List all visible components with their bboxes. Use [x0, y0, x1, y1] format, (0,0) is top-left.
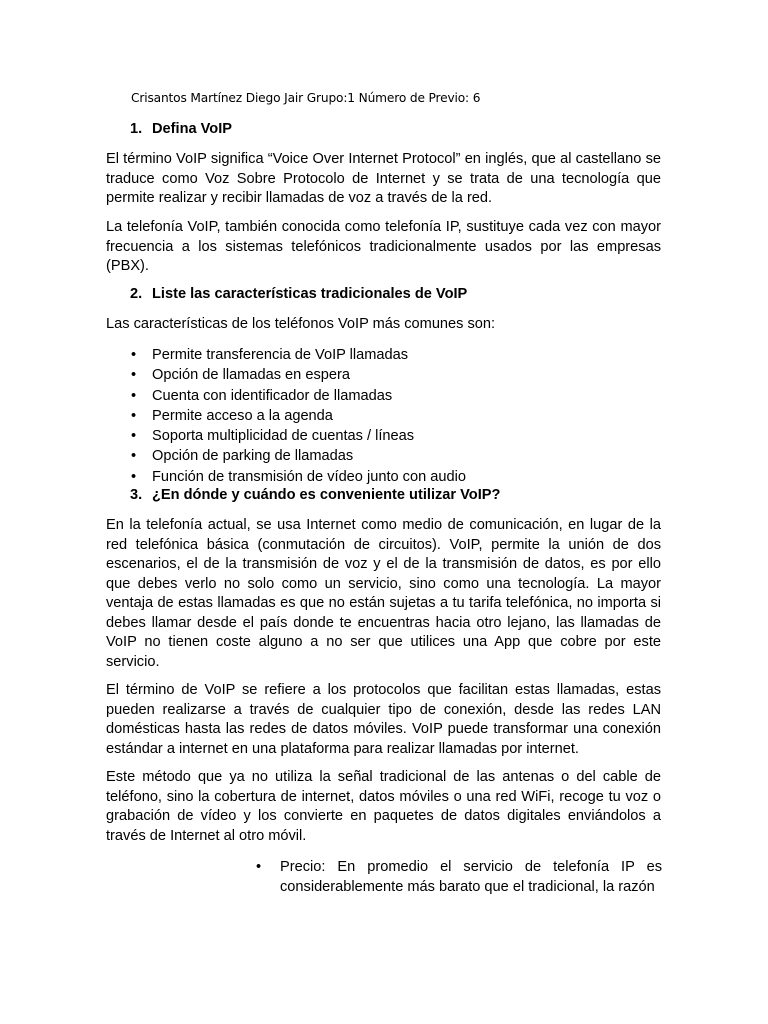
- question-3-heading: [130, 487, 500, 503]
- bullet-icon: •: [131, 428, 137, 445]
- bullet-icon: •: [131, 367, 137, 384]
- paragraph-1: El término VoIP significa “Voice Over Internet Protocol” en inglés, que al castellano se traduce como Voz Sobre Protocolo de Internet y se trata de una tecnología que permite realizar y recibir llamadas de voz a través de la red.: [106, 151, 661, 206]
- question-2-title: Liste las características tradicionales de VoIP: [152, 286, 468, 302]
- list-item: • Opción de parking de llamadas: [106, 446, 466, 466]
- paragraph-2: La telefonía VoIP, también conocida como telefonía IP, sustituye cada vez con mayor frecuencia a los sistemas telefónicos tradicionalmente usados por las empresas (PBX).: [106, 219, 661, 274]
- price-bullet-text: Precio: En promedio el servicio de telefonía IP es considerablemente más barato que el tradicional, la razón: [280, 859, 662, 895]
- question-1-title: Defina VoIP: [152, 121, 233, 137]
- list-item: • Permite transferencia de VoIP llamadas: [106, 345, 466, 365]
- bullet-icon: •: [131, 448, 137, 465]
- list-item: • Soporta multiplicidad de cuentas / líneas: [106, 426, 466, 446]
- paragraph-4: En la telefonía actual, se usa Internet como medio de comunicación, en lugar de la red telefónica básica (conmutación de circuitos). VoIP, permite la unión de dos escenarios, el de la transmisión de voz y el de la transmisión de datos, es por ello que debes verlo no solo como un servicio, sino como una tecnología. La mayor ventaja de estas llamadas es que no están sujetas a tu tarifa telefónica, no importa si debes llamar desde el país donde te encuentras hacia otro lejano, las llamadas de VoIP no tienen coste alguno a no ser que utilices una App que cobre por este servicio.: [106, 517, 661, 670]
- paragraph-3: Las características de los teléfonos VoIP más comunes son:: [106, 316, 496, 332]
- list-item: • Función de transmisión de vídeo junto con audio: [106, 467, 466, 487]
- bullet-icon: •: [131, 468, 137, 485]
- list-item: • Opción de llamadas en espera: [106, 365, 466, 385]
- bullet-icon: •: [131, 387, 137, 404]
- list-item: • Cuenta con identificador de llamadas: [106, 386, 466, 406]
- bullet-icon: •: [131, 347, 137, 363]
- question-2-number: 2.: [130, 286, 143, 302]
- characteristics-list: [106, 345, 466, 487]
- question-3-number: 3.: [130, 487, 143, 503]
- bullet-icon: •: [131, 407, 137, 424]
- document-header: Crisantos Martínez Diego Jair Grupo:1 Número de Previo: 6: [131, 91, 481, 105]
- question-1-number: 1.: [130, 121, 143, 137]
- paragraph-6: Este método que ya no utiliza la señal tradicional de las antenas o del cable de teléfono, sino la cobertura de internet, datos móviles o una red WiFi, recoge tu voz o grabación de vídeo y los convierte en paquetes de datos digitales enviándolos a través de Internet al otro móvil.: [106, 769, 661, 844]
- question-2-heading: [130, 286, 467, 302]
- question-1-heading: [130, 121, 232, 137]
- question-3-title: ¿En dónde y cuándo es conveniente utilizar VoIP?: [152, 487, 501, 503]
- price-bullet: [256, 858, 662, 897]
- bullet-icon: •: [256, 859, 262, 875]
- paragraph-5: El término de VoIP se refiere a los protocolos que facilitan estas llamadas, estas pueden realizarse a través de cualquier tipo de conexión, desde las redes LAN domésticas hasta las redes de datos móviles. VoIP puede transformar una conexión estándar a internet en una plataforma para realizar llamadas por internet.: [106, 682, 661, 757]
- list-item: • Permite acceso a la agenda: [106, 406, 466, 426]
